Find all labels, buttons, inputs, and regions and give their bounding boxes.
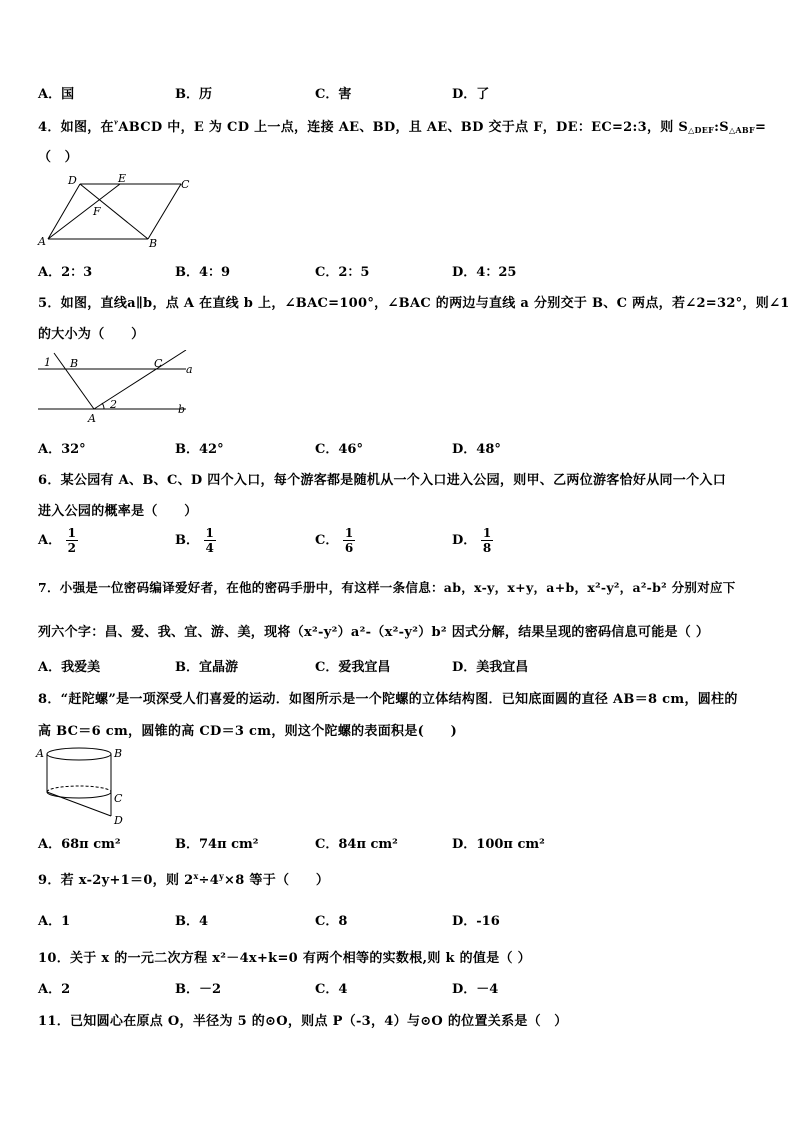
q6-option-d xyxy=(452,526,493,555)
q5-angle-2-arc xyxy=(102,403,104,409)
option-a: A．国 xyxy=(38,87,75,102)
q6-option-a-label: A． xyxy=(38,533,62,548)
q11-stem: 11．已知圆心在原点 O，半径为 5 的⊙O，则点 P（-3，4）与⊙O 的位置关系是（ ） xyxy=(38,1014,568,1029)
q6-option-a-fraction xyxy=(66,526,78,555)
q4-eq: = xyxy=(754,120,767,135)
q9-text-pre: 9．若 x-2y+1＝0，则 2 xyxy=(38,873,194,888)
q8-bottom-ellipse-back xyxy=(47,786,111,792)
q8-option-c: C．84π cm² xyxy=(315,837,398,852)
q7-option-d: D．美我宜昌 xyxy=(452,660,529,675)
q8-cone-left xyxy=(47,792,111,816)
q6-option-a xyxy=(38,526,78,555)
q6-stem-line1: 6．某公园有 A、B、C、D 四个入口，每个游客都是随机从一个入口进入公园，则甲、乙两位游客恰好从同一个入口 xyxy=(38,473,726,488)
option-d: D．了 xyxy=(452,87,490,102)
q4-option-d: D．4：25 xyxy=(452,265,517,280)
q5-label-line-b: b xyxy=(178,403,186,416)
q6-option-d-fraction xyxy=(481,526,493,555)
q4-parallelogram-figure xyxy=(36,172,206,252)
q6-option-b-label: B． xyxy=(175,533,199,548)
q8-top-ellipse xyxy=(47,748,111,760)
numerator: 1 xyxy=(344,526,354,540)
q4-option-c: C．2：5 xyxy=(315,265,370,280)
q8-bottom-ellipse-front xyxy=(47,792,111,798)
q6-option-d-label: D． xyxy=(452,533,477,548)
q4-bracket: （ ） xyxy=(38,150,78,165)
q5-parallel-lines-figure xyxy=(36,350,196,425)
q6-option-c-label: C． xyxy=(315,533,339,548)
numerator: 1 xyxy=(205,526,214,540)
q9-text-mid: ÷4 xyxy=(198,873,220,888)
q9-option-d: D．-16 xyxy=(452,914,500,929)
denominator: 2 xyxy=(67,541,76,555)
q4-label-c: C xyxy=(181,178,190,191)
q4-label-d: D xyxy=(68,174,77,187)
denominator: 4 xyxy=(205,541,214,555)
q5-label-1: 1 xyxy=(44,356,51,369)
q4-edge-da xyxy=(48,184,80,239)
q5-stem-line1: 5．如图，直线a∥b，点 A 在直线 b 上，∠BAC=100°，∠BAC 的两边与直线 a 分别交于 B、C 两点，若∠2=32°，则∠1 xyxy=(38,296,790,311)
q4-edge-bc xyxy=(148,184,181,239)
q5-label-a-point: A xyxy=(88,412,96,425)
q6-stem-line2: 进入公园的概率是（ ） xyxy=(38,504,198,519)
q5-stem-line2: 的大小为（ ） xyxy=(38,327,145,342)
q8-label-c: C xyxy=(114,792,123,805)
q5-label-2: 2 xyxy=(110,398,117,411)
numerator: 1 xyxy=(67,526,76,540)
q4-sub-def: △DEF xyxy=(688,125,715,135)
q9-option-b: B．4 xyxy=(175,914,209,929)
q4-text-mid: ABCD 中，E 为 CD 上一点，连接 AE、BD，且 AE、BD 交于点 F，DE：EC=2:3，则 S xyxy=(118,120,689,135)
q6-option-c-fraction xyxy=(343,526,355,555)
option-b: B．历 xyxy=(175,87,212,102)
numerator: 1 xyxy=(482,526,492,540)
q5-label-line-a: a xyxy=(186,363,193,376)
q4-colon: :S xyxy=(714,120,729,135)
q8-stem-line1: 8．“赶陀螺”是一项深受人们喜爱的运动．如图所示是一个陀螺的立体结构图．已知底面圆的直径 AB＝8 cm，圆柱的 xyxy=(38,692,738,707)
q4-stem xyxy=(38,116,766,135)
q7-option-a: A．我爱美 xyxy=(38,660,101,675)
q9-option-a: A．1 xyxy=(38,914,71,929)
q5-option-d: D．48° xyxy=(452,442,501,457)
q9-exp-y: y xyxy=(219,871,225,881)
q9-option-c: C．8 xyxy=(315,914,348,929)
q6-option-b-fraction xyxy=(204,526,216,555)
q7-stem-line1: 7．小强是一位密码编译爱好者，在他的密码手册中，有这样一条信息：ab，x-y，x+y，a+b，x²-y²，a²-b² 分别对应下 xyxy=(38,580,736,595)
q8-label-b: B xyxy=(114,747,123,760)
q4-option-a: A．2：3 xyxy=(38,265,93,280)
q4-option-b: B．4：9 xyxy=(175,265,231,280)
q9-exp-x: x xyxy=(193,871,199,881)
q4-label-f: F xyxy=(93,205,101,218)
denominator: 6 xyxy=(344,541,354,555)
q5-option-c: C．46° xyxy=(315,442,363,457)
q4-label-a: A xyxy=(38,235,46,248)
q9-stem xyxy=(38,869,329,888)
q10-stem: 10．关于 x 的一元二次方程 x²－4x+k=0 有两个相等的实数根,则 k 的值是（ ） xyxy=(38,951,531,966)
q5-option-a: A．32° xyxy=(38,442,86,457)
q8-option-d: D．100π cm² xyxy=(452,837,545,852)
q9-text-post: ×8 等于（ ） xyxy=(224,873,330,888)
q5-label-b-point: B xyxy=(70,357,79,370)
q4-label-b: B xyxy=(149,237,158,250)
q10-option-a: A．2 xyxy=(38,982,71,997)
q8-stem-line2: 高 BC＝6 cm，圆锥的高 CD＝3 cm，则这个陀螺的表面积是( ) xyxy=(38,724,458,739)
q7-stem-line2: 列六个字：昌、爱、我、宜、游、美，现将（x²-y²）a²-（x²-y²）b² 因式分解，结果呈现的密码信息可能是（ ） xyxy=(38,625,710,640)
option-c: C．害 xyxy=(315,87,352,102)
q7-option-c: C．爱我宜昌 xyxy=(315,660,391,675)
denominator: 8 xyxy=(482,541,492,555)
q4-segment-bd xyxy=(80,184,148,239)
q5-ray-ac xyxy=(94,350,186,409)
q8-option-a: A．68π cm² xyxy=(38,837,121,852)
q4-text-pre: 4．如图，在 xyxy=(38,120,114,135)
q8-gyroscope-figure xyxy=(34,744,134,826)
q5-label-c-point: C xyxy=(154,357,163,370)
q5-option-b: B．42° xyxy=(175,442,224,457)
q7-option-b: B．宜晶游 xyxy=(175,660,238,675)
q6-option-c xyxy=(315,526,355,555)
q10-option-d: D．－4 xyxy=(452,982,499,997)
q4-segment-ae xyxy=(48,184,120,239)
q4-label-e: E xyxy=(118,172,127,185)
q4-sub-abf: △ABF xyxy=(728,125,755,135)
q4-parallelogram-symbol: ᵞ xyxy=(113,119,119,130)
q8-label-a: A xyxy=(36,747,44,760)
q10-option-c: C．4 xyxy=(315,982,348,997)
q6-option-b xyxy=(175,526,216,555)
q10-option-b: B．－2 xyxy=(175,982,222,997)
q8-label-d: D xyxy=(114,814,123,826)
q8-option-b: B．74π cm² xyxy=(175,837,259,852)
